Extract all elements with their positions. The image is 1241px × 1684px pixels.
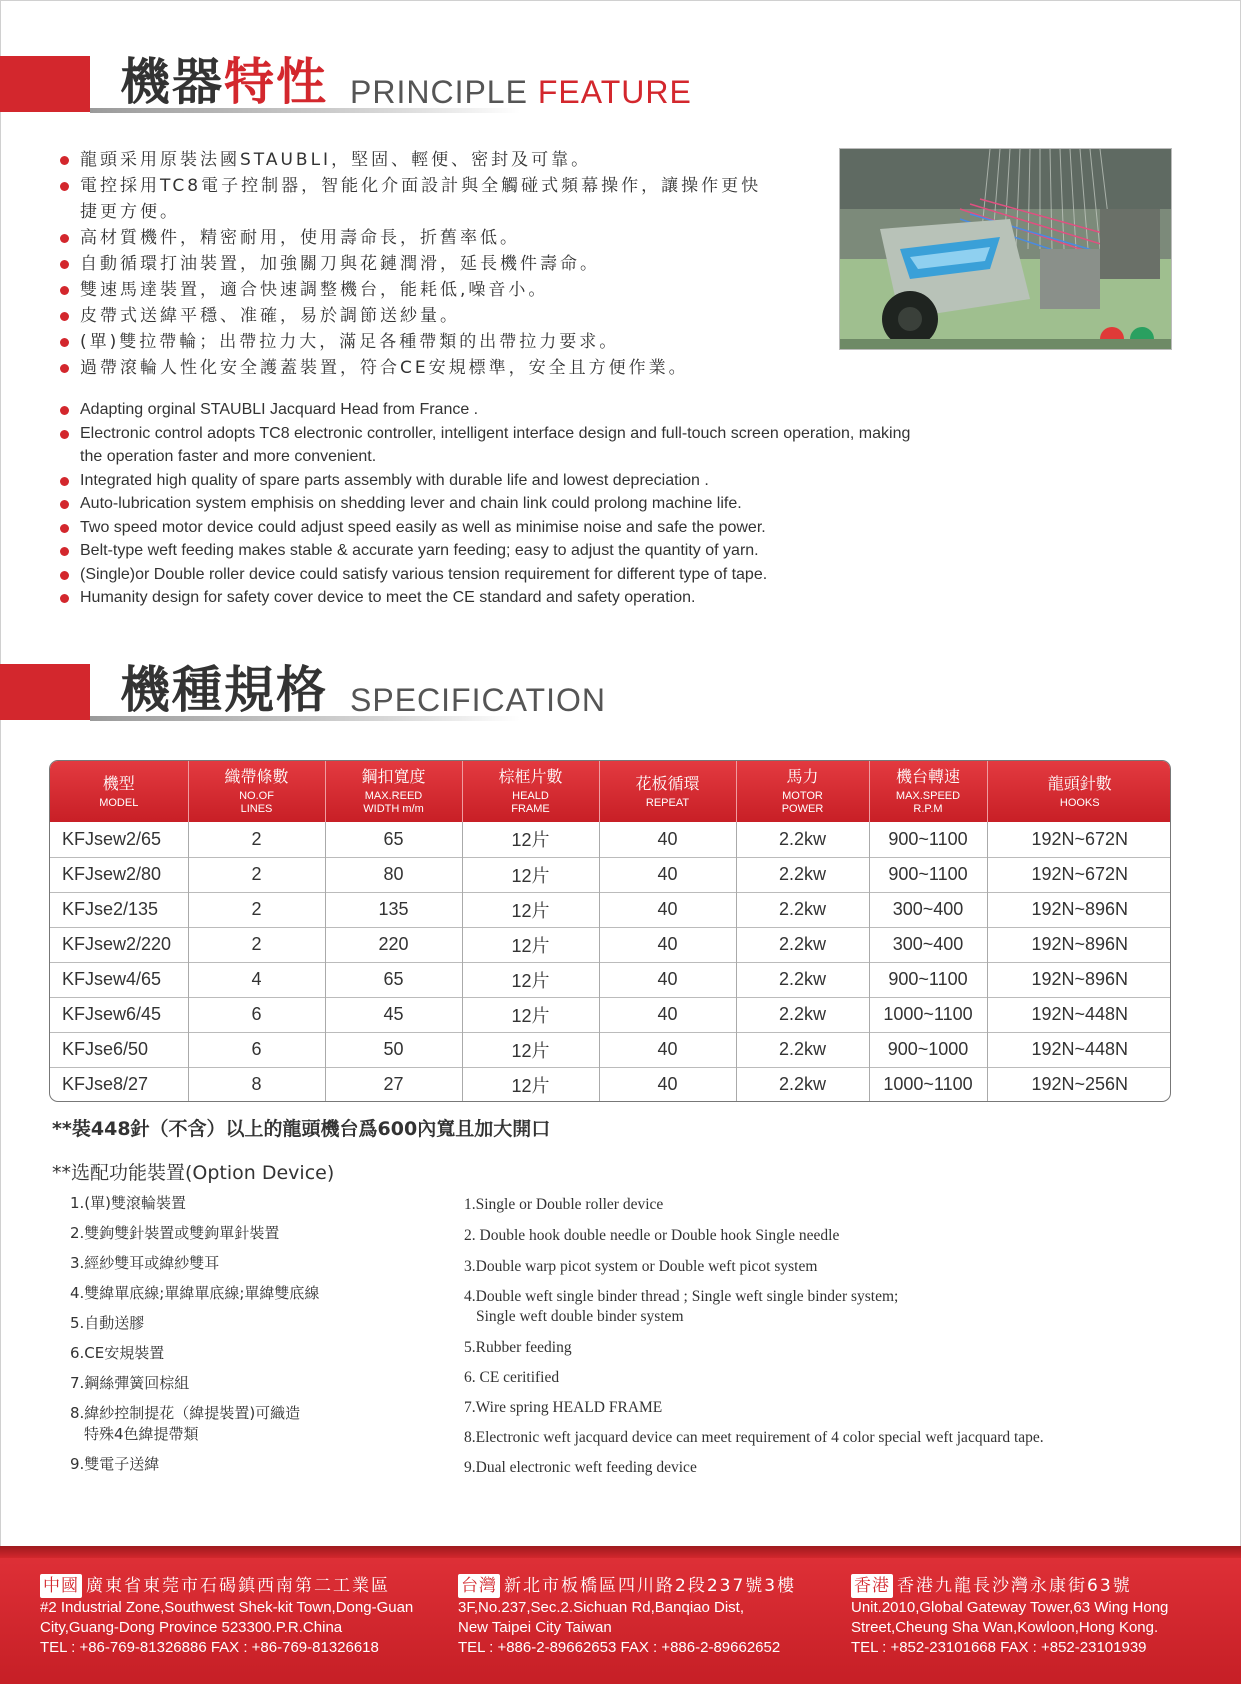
list-item: 1.(單)雙滾輪裝置 <box>70 1194 187 1212</box>
cell-heald-frame: 12片 <box>462 1067 599 1102</box>
bullet-icon <box>60 364 69 373</box>
list-item: 電控採用TC8電子控制器，智能化介面設計與全觸碰式頻幕操作，讓操作更快捷更方便。 <box>58 173 778 225</box>
table-row <box>50 857 1171 892</box>
cell-model: KFJsew2/80 <box>50 857 188 892</box>
list-item: 特殊4色緯提帶類 <box>84 1425 199 1443</box>
list-item: 3.Double warp picot system or Double weft picot system <box>464 1258 818 1275</box>
cell-reed-width: 65 <box>325 822 462 857</box>
table-row <box>50 1067 1171 1102</box>
spec-title-en: SPECIFICATION <box>350 682 606 718</box>
machine-photo <box>839 148 1172 350</box>
cell-model: KFJsew4/65 <box>50 962 188 997</box>
list-item: 雙速馬達裝置，適合快速調整機台，能耗低,噪音小。 <box>58 277 778 303</box>
cell-heald-frame: 12片 <box>462 1032 599 1067</box>
table-row <box>50 927 1171 962</box>
option-title: **选配功能裝置(Option Device) <box>52 1162 335 1184</box>
address-line: Unit.2010,Global Gateway Tower,63 Wing Hong <box>851 1599 1169 1616</box>
table-header-row <box>50 761 1171 822</box>
bullet-icon <box>60 500 69 509</box>
cell-hooks: 192N~448N <box>987 1032 1171 1067</box>
list-item: 8.Electronic weft jacquard device can meet requirement of 4 color special weft jacquard tape. <box>464 1429 1044 1446</box>
bullet-icon <box>60 182 69 191</box>
spec-note: **裝448針（不含）以上的龍頭機台爲600內寬且加大開口 <box>52 1118 551 1140</box>
bullet-icon <box>60 524 69 533</box>
list-item: 3.經紗雙耳或緯紗雙耳 <box>70 1254 220 1272</box>
list-item: 7.Wire spring HEALD FRAME <box>464 1399 663 1416</box>
region-tag: 台灣 <box>458 1574 500 1598</box>
bullet-icon <box>60 338 69 347</box>
table-row <box>50 997 1171 1032</box>
table-row <box>50 822 1171 857</box>
cell-lines: 2 <box>188 822 325 857</box>
cell-hooks: 192N~896N <box>987 892 1171 927</box>
column-header: 馬力 MOTOR POWER <box>736 761 869 822</box>
cell-repeat: 40 <box>599 1032 736 1067</box>
column-header: 鋼扣寬度 MAX.REED WIDTH m/m <box>325 761 462 822</box>
address-cn: 香港九龍長沙灣永康街63號 <box>897 1576 1132 1596</box>
cell-reed-width: 45 <box>325 997 462 1032</box>
header-red-block <box>0 56 90 112</box>
cell-motor-power: 2.2kw <box>736 822 869 857</box>
cell-heald-frame: 12片 <box>462 962 599 997</box>
address-line: 3F,No.237,Sec.2.Sichuan Rd,Banqiao Dist, <box>458 1599 745 1616</box>
cell-hooks: 192N~256N <box>987 1067 1171 1102</box>
column-header: 花板循環 REPEAT <box>599 761 736 822</box>
cell-reed-width: 220 <box>325 927 462 962</box>
cell-speed: 900~1100 <box>869 857 987 892</box>
cell-speed: 1000~1100 <box>869 997 987 1032</box>
cell-lines: 8 <box>188 1067 325 1102</box>
list-item: 9.雙電子送緯 <box>70 1455 160 1473</box>
cell-lines: 6 <box>188 997 325 1032</box>
cell-heald-frame: 12片 <box>462 857 599 892</box>
cell-motor-power: 2.2kw <box>736 962 869 997</box>
list-item: Adapting orginal STAUBLI Jacquard Head from France . <box>58 398 918 422</box>
list-item: 4.雙緯單底線;單緯單底線;單緯雙底線 <box>70 1284 320 1302</box>
bullet-icon <box>60 312 69 321</box>
cell-hooks: 192N~672N <box>987 857 1171 892</box>
list-item: 8.緯紗控制提花（緯提裝置)可織造 <box>70 1404 301 1422</box>
list-item: Belt-type weft feeding makes stable & accurate yarn feeding; easy to adjust the quantity of yarn. <box>58 539 918 563</box>
list-item: 4.Double weft single binder thread ; Single weft single binder system; <box>464 1288 899 1305</box>
list-item: 自動循環打油裝置，加強關刀與花鏈潤滑，延長機件壽命。 <box>58 251 778 277</box>
footer-band <box>0 1546 1241 1558</box>
option-list-cn <box>70 1193 319 1484</box>
cell-reed-width: 80 <box>325 857 462 892</box>
region-tag: 中國 <box>40 1574 82 1598</box>
list-item: 6.CE安規裝置 <box>70 1344 165 1362</box>
cell-reed-width: 27 <box>325 1067 462 1102</box>
list-item: Two speed motor device could adjust speed easily as well as minimise noise and safe the power. <box>58 516 918 540</box>
spec-table <box>49 760 1171 1102</box>
list-item: Integrated high quality of spare parts assembly with durable life and lowest depreciation . <box>58 469 918 493</box>
list-item: 7.鋼絲彈簧回棕組 <box>70 1374 190 1392</box>
region-tag: 香港 <box>851 1574 893 1598</box>
cell-speed: 300~400 <box>869 927 987 962</box>
bullet-icon <box>60 286 69 295</box>
cell-heald-frame: 12片 <box>462 927 599 962</box>
address-line: #2 Industrial Zone,Southwest Shek-kit Town,Dong-Guan <box>40 1599 414 1616</box>
list-item: 1.Single or Double roller device <box>464 1196 664 1213</box>
header-red-block <box>0 664 90 720</box>
cell-speed: 900~1000 <box>869 1032 987 1067</box>
spec-section-header <box>0 660 700 730</box>
cell-motor-power: 2.2kw <box>736 1067 869 1102</box>
list-item: (Single)or Double roller device could satisfy various tension requirement for different type of tape. <box>58 563 918 587</box>
address-line: New Taipei City Taiwan <box>458 1619 612 1636</box>
cell-model: KFJse8/27 <box>50 1067 188 1102</box>
cell-repeat: 40 <box>599 822 736 857</box>
cell-repeat: 40 <box>599 892 736 927</box>
cell-repeat: 40 <box>599 962 736 997</box>
cell-speed: 300~400 <box>869 892 987 927</box>
table-row <box>50 962 1171 997</box>
footer <box>0 1546 1241 1684</box>
footer-hongkong <box>851 1574 1168 1658</box>
bullet-icon <box>60 260 69 269</box>
cell-hooks: 192N~896N <box>987 962 1171 997</box>
option-list-en <box>464 1195 1044 1488</box>
cell-hooks: 192N~448N <box>987 997 1171 1032</box>
cell-model: KFJsew2/65 <box>50 822 188 857</box>
feature-title-cn: 機器特性 <box>120 53 328 111</box>
cell-lines: 6 <box>188 1032 325 1067</box>
cell-hooks: 192N~896N <box>987 927 1171 962</box>
footer-china <box>40 1574 413 1658</box>
spec-title-cn: 機種規格 <box>120 661 328 719</box>
list-item: 5.自動送膠 <box>70 1314 145 1332</box>
list-item: 2. Double hook double needle or Double hook Single needle <box>464 1227 840 1244</box>
cell-speed: 900~1100 <box>869 962 987 997</box>
list-item: (單)雙拉帶輪；出帶拉力大，滿足各種帶類的出帶拉力要求。 <box>58 329 778 355</box>
cell-reed-width: 65 <box>325 962 462 997</box>
list-item: Auto-lubrication system emphisis on shedding lever and chain link could prolong machine life. <box>58 492 918 516</box>
feature-title-en: PRINCIPLE FEATURE <box>350 74 692 110</box>
cell-repeat: 40 <box>599 857 736 892</box>
bullet-icon <box>60 571 69 580</box>
table-row <box>50 892 1171 927</box>
list-item: 龍頭采用原裝法國STAUBLI，堅固、輕便、密封及可靠。 <box>58 147 778 173</box>
list-item: 6. CE ceritified <box>464 1369 560 1386</box>
cell-reed-width: 135 <box>325 892 462 927</box>
cell-repeat: 40 <box>599 997 736 1032</box>
cell-lines: 4 <box>188 962 325 997</box>
bullet-icon <box>60 547 69 556</box>
column-header: 龍頭針數 HOOKS <box>987 761 1171 822</box>
address-line: Street,Cheung Sha Wan,Kowloon,Hong Kong. <box>851 1619 1159 1636</box>
cell-lines: 2 <box>188 927 325 962</box>
cell-motor-power: 2.2kw <box>736 1032 869 1067</box>
address-line: City,Guang-Dong Province 523300.P.R.China <box>40 1619 343 1636</box>
bullet-icon <box>60 406 69 415</box>
cell-motor-power: 2.2kw <box>736 892 869 927</box>
column-header: 織帶條數 NO.OF LINES <box>188 761 325 822</box>
cell-model: KFJsew6/45 <box>50 997 188 1032</box>
list-item: 過帶滾輪人性化安全護蓋裝置，符合CE安規標準，安全且方便作業。 <box>58 355 778 381</box>
bullet-icon <box>60 477 69 486</box>
cell-speed: 900~1100 <box>869 822 987 857</box>
cell-heald-frame: 12片 <box>462 997 599 1032</box>
cell-lines: 2 <box>188 892 325 927</box>
feature-section-header <box>0 52 700 122</box>
cell-heald-frame: 12片 <box>462 822 599 857</box>
cell-reed-width: 50 <box>325 1032 462 1067</box>
list-item: 9.Dual electronic weft feeding device <box>464 1459 697 1476</box>
cell-heald-frame: 12片 <box>462 892 599 927</box>
list-item: Single weft double binder system <box>476 1308 684 1325</box>
cell-model: KFJse2/135 <box>50 892 188 927</box>
address-cn: 新北市板橋區四川路2段237號3樓 <box>504 1576 797 1596</box>
column-header: 機型 MODEL <box>50 761 188 822</box>
cell-speed: 1000~1100 <box>869 1067 987 1102</box>
contact-line: TEL : +852-23101668 FAX : +852-23101939 <box>851 1639 1147 1656</box>
list-item: 5.Rubber feeding <box>464 1339 572 1356</box>
list-item: 高材質機件，精密耐用，使用壽命長，折舊率低。 <box>58 225 778 251</box>
cell-model: KFJsew2/220 <box>50 927 188 962</box>
contact-line: TEL : +86-769-81326886 FAX : +86-769-81326618 <box>40 1639 379 1656</box>
footer-taiwan <box>458 1574 796 1658</box>
cell-model: KFJse6/50 <box>50 1032 188 1067</box>
cell-motor-power: 2.2kw <box>736 997 869 1032</box>
list-item: Humanity design for safety cover device to meet the CE standard and safety operation. <box>58 586 918 610</box>
column-header: 棕框片數 HEALD FRAME <box>462 761 599 822</box>
list-item: Electronic control adopts TC8 electronic controller, intelligent interface design and full-touch screen operation, making the operation faster and more convenient. <box>58 422 918 469</box>
cell-motor-power: 2.2kw <box>736 927 869 962</box>
feature-list-cn <box>58 147 778 381</box>
cell-repeat: 40 <box>599 927 736 962</box>
bullet-icon <box>60 156 69 165</box>
bullet-icon <box>60 430 69 439</box>
contact-line: TEL : +886-2-89662653 FAX : +886-2-89662652 <box>458 1639 781 1656</box>
bullet-icon <box>60 234 69 243</box>
feature-list-en <box>58 398 918 610</box>
bullet-icon <box>60 594 69 603</box>
list-item: 皮帶式送緯平穩、准確，易於調節送紗量。 <box>58 303 778 329</box>
column-header: 機台轉速 MAX.SPEED R.P.M <box>869 761 987 822</box>
cell-lines: 2 <box>188 857 325 892</box>
cell-hooks: 192N~672N <box>1031 828 1129 849</box>
cell-motor-power: 2.2kw <box>736 857 869 892</box>
address-cn: 廣東省東莞市石碣鎮西南第二工業區 <box>86 1576 390 1596</box>
list-item: 2.雙鉤雙針裝置或雙鉤單針裝置 <box>70 1224 280 1242</box>
table-row <box>50 1032 1171 1067</box>
cell-repeat: 40 <box>599 1067 736 1102</box>
